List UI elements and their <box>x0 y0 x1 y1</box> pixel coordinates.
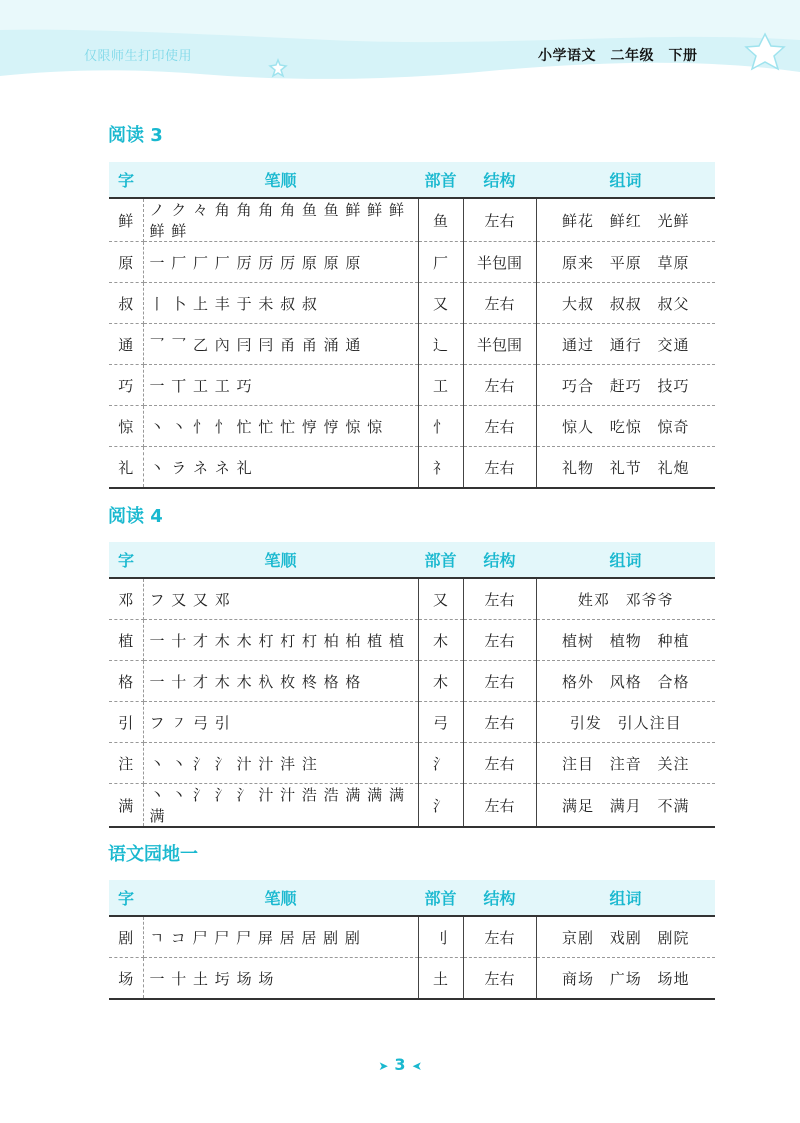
table-row <box>109 578 715 620</box>
structure-cell: 左右 <box>463 578 536 620</box>
radical-cell: 木 <box>418 620 463 661</box>
col-header-structure: 结构 <box>463 880 536 916</box>
char-cell: 通 <box>109 324 143 365</box>
radical-cell: 辶 <box>418 324 463 365</box>
words-cell: 引发 引人注目 <box>536 702 715 743</box>
col-header-strokes: 笔顺 <box>143 162 418 198</box>
watermark-text: 仅限师生打印使用 <box>84 49 193 64</box>
col-header-words: 组词 <box>536 542 715 578</box>
table-row <box>109 324 715 365</box>
char-cell: 植 <box>109 620 143 661</box>
char-cell: 引 <box>109 702 143 743</box>
radical-cell: 木 <box>418 661 463 702</box>
character-table <box>109 542 715 828</box>
stroke-order-cell: 一 十 土 圬 场 场 <box>143 958 418 1000</box>
stroke-order-cell: 一 十 才 木 木 朾 朾 朾 柏 柏 植 植 <box>143 620 418 661</box>
structure-cell: 左右 <box>463 743 536 784</box>
radical-cell: 土 <box>418 958 463 1000</box>
col-header-words: 组词 <box>536 162 715 198</box>
stroke-order-cell: 乛 乛 乙 內 冃 冃 甬 甬 涌 通 <box>143 324 418 365</box>
radical-cell: 氵 <box>418 743 463 784</box>
structure-cell: 左右 <box>463 447 536 489</box>
stroke-order-cell: フ ㇇ 弓 引 <box>143 702 418 743</box>
stroke-order-cell: 一 丅 工 工 巧 <box>143 365 418 406</box>
section-title: 阅读 4 <box>108 506 163 527</box>
table-header-row <box>109 880 715 916</box>
stroke-order-cell: 一 厂 厂 厂 厉 厉 厉 原 原 原 <box>143 242 418 283</box>
char-cell: 场 <box>109 958 143 1000</box>
words-cell: 原来 平原 草原 <box>536 242 715 283</box>
stroke-order-cell: ノ ク 々 角 角 角 角 鱼 鱼 鲜 鲜 鲜 鲜 鲜 <box>143 198 418 242</box>
radical-cell: 刂 <box>418 916 463 958</box>
structure-cell: 左右 <box>463 784 536 828</box>
section-title: 阅读 3 <box>108 125 163 146</box>
structure-cell: 左右 <box>463 702 536 743</box>
table-row <box>109 702 715 743</box>
table-header-row <box>109 162 715 198</box>
col-header-strokes: 笔顺 <box>143 880 418 916</box>
words-cell: 姓邓 邓爷爷 <box>536 578 715 620</box>
structure-cell: 左右 <box>463 661 536 702</box>
words-cell: 礼物 礼节 礼炮 <box>536 447 715 489</box>
radical-cell: 又 <box>418 283 463 324</box>
structure-cell: 半包围 <box>463 324 536 365</box>
words-cell: 注目 注音 关注 <box>536 743 715 784</box>
col-header-radical: 部首 <box>418 162 463 198</box>
table-row <box>109 743 715 784</box>
chevron-right-icon: ➤ <box>378 1059 389 1073</box>
stroke-order-cell: 一 十 才 木 木 杁 枚 柊 格 格 <box>143 661 418 702</box>
stroke-order-cell: 丶 丶 氵 氵 汁 汁 沣 注 <box>143 743 418 784</box>
char-cell: 格 <box>109 661 143 702</box>
char-cell: 原 <box>109 242 143 283</box>
col-header-structure: 结构 <box>463 162 536 198</box>
character-table <box>109 880 715 1000</box>
stroke-order-cell: フ 又 又 邓 <box>143 578 418 620</box>
section-title: 语文园地一 <box>108 844 198 865</box>
radical-cell: 氵 <box>418 784 463 828</box>
radical-cell: 忄 <box>418 406 463 447</box>
char-cell: 巧 <box>109 365 143 406</box>
structure-cell: 左右 <box>463 365 536 406</box>
char-cell: 叔 <box>109 283 143 324</box>
table-header-row <box>109 542 715 578</box>
char-cell: 剧 <box>109 916 143 958</box>
col-header-radical: 部首 <box>418 542 463 578</box>
col-header-strokes: 笔顺 <box>143 542 418 578</box>
structure-cell: 左右 <box>463 283 536 324</box>
radical-cell: 弓 <box>418 702 463 743</box>
table-row <box>109 283 715 324</box>
structure-cell: 左右 <box>463 406 536 447</box>
stroke-order-cell: 丶 丶 忄 忄 忙 忙 忙 悙 悙 惊 惊 <box>143 406 418 447</box>
words-cell: 鲜花 鲜红 光鲜 <box>536 198 715 242</box>
structure-cell: 左右 <box>463 198 536 242</box>
col-header-radical: 部首 <box>418 880 463 916</box>
stroke-order-cell: 丶 ラ ネ ネ 礼 <box>143 447 418 489</box>
col-header-words: 组词 <box>536 880 715 916</box>
structure-cell: 左右 <box>463 916 536 958</box>
char-cell: 惊 <box>109 406 143 447</box>
page-number: 3 <box>394 1055 406 1074</box>
radical-cell: 厂 <box>418 242 463 283</box>
words-cell: 商场 广场 场地 <box>536 958 715 1000</box>
stroke-order-cell: ㄱ コ 尸 尸 尸 屏 居 居 剧 剧 <box>143 916 418 958</box>
words-cell: 大叔 叔叔 叔父 <box>536 283 715 324</box>
char-cell: 满 <box>109 784 143 828</box>
col-header-char: 字 <box>109 880 143 916</box>
col-header-char: 字 <box>109 542 143 578</box>
words-cell: 通过 通行 交通 <box>536 324 715 365</box>
col-header-structure: 结构 <box>463 542 536 578</box>
table-row <box>109 406 715 447</box>
char-cell: 鲜 <box>109 198 143 242</box>
table-row <box>109 447 715 489</box>
radical-cell: 礻 <box>418 447 463 489</box>
table-row <box>109 198 715 242</box>
radical-cell: 鱼 <box>418 198 463 242</box>
structure-cell: 左右 <box>463 958 536 1000</box>
page-footer <box>0 1055 800 1074</box>
char-cell: 邓 <box>109 578 143 620</box>
table-row <box>109 620 715 661</box>
character-table <box>109 162 715 489</box>
stroke-order-cell: 丶 丶 氵 氵 氵 汁 汁 浩 浩 满 满 满 满 <box>143 784 418 828</box>
char-cell: 礼 <box>109 447 143 489</box>
table-row <box>109 784 715 828</box>
words-cell: 惊人 吃惊 惊奇 <box>536 406 715 447</box>
table-row <box>109 916 715 958</box>
structure-cell: 半包围 <box>463 242 536 283</box>
table-row <box>109 958 715 1000</box>
words-cell: 京剧 戏剧 剧院 <box>536 916 715 958</box>
stroke-order-cell: 丨 卜 上 丰 于 未 叔 叔 <box>143 283 418 324</box>
col-header-char: 字 <box>109 162 143 198</box>
words-cell: 巧合 赶巧 技巧 <box>536 365 715 406</box>
chevron-left-icon: ➤ <box>411 1059 422 1073</box>
table-row <box>109 242 715 283</box>
table-row <box>109 661 715 702</box>
radical-cell: 工 <box>418 365 463 406</box>
words-cell: 植树 植物 种植 <box>536 620 715 661</box>
header-title: 小学语文 二年级 下册 <box>538 48 698 64</box>
radical-cell: 又 <box>418 578 463 620</box>
words-cell: 满足 满月 不满 <box>536 784 715 828</box>
table-row <box>109 365 715 406</box>
structure-cell: 左右 <box>463 620 536 661</box>
words-cell: 格外 风格 合格 <box>536 661 715 702</box>
char-cell: 注 <box>109 743 143 784</box>
